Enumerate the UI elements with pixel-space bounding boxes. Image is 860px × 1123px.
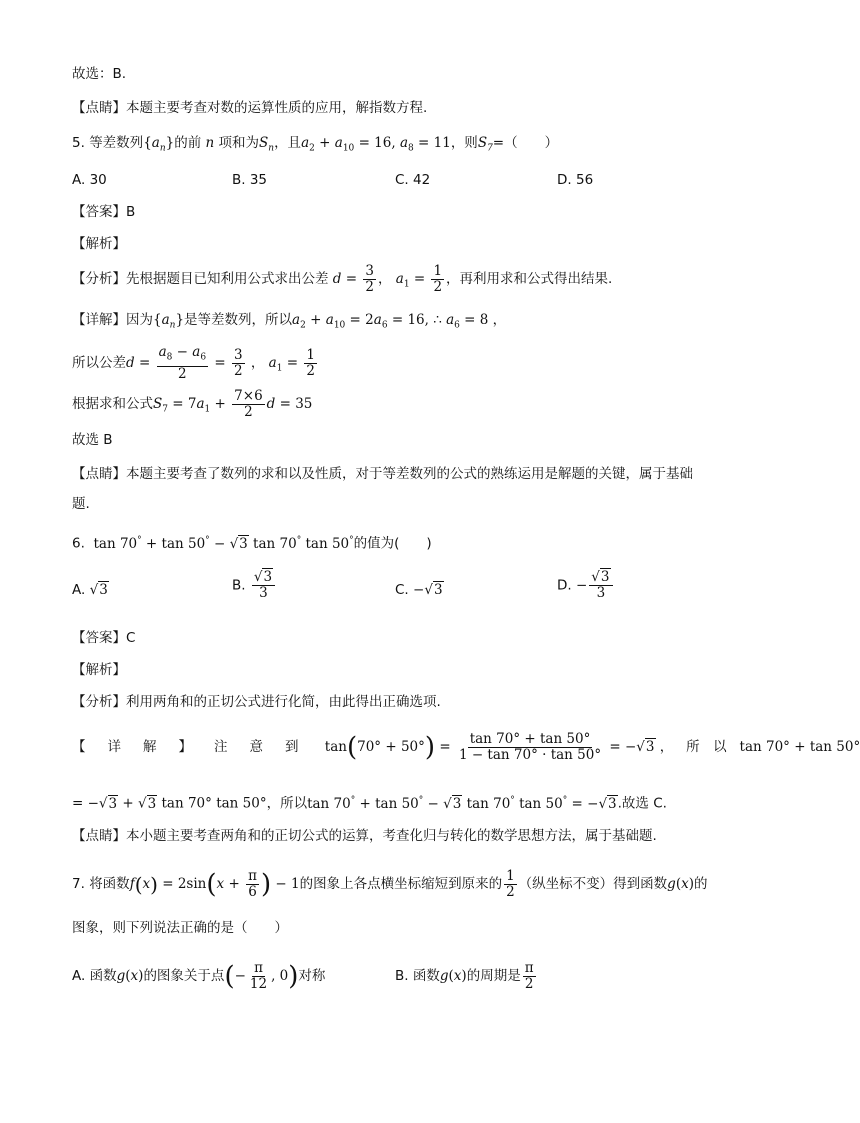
- q5-analysis-tag: 【解析】: [72, 236, 126, 252]
- math: $\{a_n\}$: [143, 135, 175, 154]
- math: $a_2 + a_{10} = 16$, $a_8 = 11$: [301, 135, 451, 154]
- q6-answer: [72, 628, 135, 648]
- answer-value: C: [126, 630, 136, 646]
- q6-detail-2: = −√3 + √3 tan 70° tan 50°，所以tan 70° + tan 50° − √3 tan 70° tan 50° = −√3.故选 C.: [72, 795, 667, 812]
- q5-detail-3: 根据求和公式$S_7 = 7a_1$ + $\frac{7\times 6}{2}$ d = 35: [72, 388, 313, 420]
- question-number: 6.: [72, 535, 85, 552]
- math: tan(70° + 50°) = $\frac{\tan 70^\circ + \tan 50^\circ}{1 - \tan 70^\circ \cdot \tan 50^\circ}$ = −√3: [324, 731, 655, 763]
- q6-fenxi: [72, 692, 441, 712]
- q6-detail-1: 【 详 解 】 注 意 到 tan(70° + 50°) = $\frac{\tan 70^\circ + \tan 50^\circ}{1 - \tan 70^\circ \cdot \tan 50^\circ}$ = −√3 ， 所 以 tan 70° + tan 50°: [72, 731, 860, 763]
- math: n: [201, 135, 219, 151]
- comment-tag: 【点睛】: [72, 100, 126, 116]
- q5-option-a: A. 30: [72, 172, 107, 188]
- q5-option-b: B. 35: [232, 172, 268, 188]
- q7-option-b: B. 函数g(x)的周期是 $\frac{\pi}{2}$: [395, 959, 534, 992]
- math: $S_7 = 7a_1$ + $\frac{7\times 6}{2}$ d = 35: [153, 388, 313, 420]
- q4-answer-line: [72, 64, 126, 84]
- q6-stem: [72, 530, 432, 554]
- comment-text: 本小题主要考查两角和的正切公式的运算，考查化归与转化的数学思想方法，属于基础题.: [126, 828, 657, 844]
- q4-comment: [72, 98, 427, 118]
- q6-option-b: B. $\frac{√3}{3}$: [232, 570, 277, 601]
- answer-value: B: [126, 204, 136, 220]
- stem-text: =（ ）: [492, 135, 559, 151]
- comment-tag: 【点睛】: [72, 466, 126, 482]
- q5-option-c: C. 42: [395, 172, 431, 188]
- fenxi-text: ，再利用求和公式得出结果.: [446, 271, 613, 287]
- math: $a_2 + a_{10} = 2a_6 = 16$, ∴ $a_6 = 8$: [292, 312, 489, 331]
- q5-option-d: D. 56: [557, 172, 594, 188]
- stem-text: ，且: [274, 135, 302, 151]
- answer-tag: 【答案】: [72, 204, 126, 220]
- math: d = $\frac{a_8 - a_6}{2}$ = $\frac{3}{2}$ ， $a_1$ = $\frac{1}{2}$: [126, 344, 315, 382]
- comment-text: 本题主要考查对数的运算性质的应用，解指数方程.: [126, 100, 428, 116]
- q5-comment-2: 题.: [72, 496, 90, 512]
- math: = −√3 + √3 tan 70° tan 50°: [72, 795, 267, 812]
- fenxi-tag: 【分析】: [72, 271, 126, 287]
- q7-stem: 7. 将函数f(x) = 2sin(x + $\frac{\pi}{6}$ ) − 1的图象上各点横坐标缩短到原来的 $\frac{1}{2}$ （纵坐标不变）得到函数g(x)的: [72, 867, 708, 900]
- stem-text: 的值为( ): [353, 535, 432, 552]
- q6-option-a: A. √3: [72, 582, 108, 598]
- math: $\{a_n\}$: [153, 312, 185, 331]
- comment-text: 本题主要考查了数列的求和以及性质，对于等差数列的公式的熟练运用是解题的关键，属于基础: [126, 466, 693, 482]
- q6-option-c: C. −√3: [395, 582, 443, 598]
- answer-tag: 【答案】: [72, 630, 126, 646]
- stem-text: ，则: [450, 135, 478, 151]
- stem-text: 项和为: [218, 135, 260, 151]
- math: $a_1$ = $\frac{1}{2}$: [395, 263, 443, 295]
- q5-conclusion: 故选 B: [72, 432, 113, 448]
- math: d = $\frac{3}{2}$: [332, 263, 374, 295]
- math: $S_7$: [477, 135, 493, 154]
- stem-text: 的前: [174, 135, 202, 151]
- math: f(x) = 2sin(x + $\frac{\pi}{6}$ ) − 1: [129, 868, 300, 900]
- q6-analysis-tag: 【解析】: [72, 662, 126, 678]
- q5-comment-1: [72, 464, 693, 484]
- q5-answer: [72, 202, 135, 222]
- detail-tag: 【详解】: [72, 312, 126, 328]
- q5-detail-1: 【详解】因为$\{a_n\}$是等差数列，所以$a_2 + a_{10} = 2a_6 = 16$, ∴ $a_6 = 8$ ，: [72, 312, 507, 331]
- fenxi-text: 先根据题目已知利用公式求出公差: [126, 271, 329, 287]
- q5-fenxi: 【分析】先根据题目已知利用公式求出公差 d = $\frac{3}{2}$ ， $a_1$ = $\frac{1}{2}$ ，再利用求和公式得出结果.: [72, 263, 613, 295]
- question-number: 7.: [72, 876, 85, 892]
- math: $S_n$: [259, 135, 275, 154]
- math: tan 70° + tan 50° − √3 tan 70° tan 50° = −√3: [307, 795, 617, 812]
- math: g(x): [667, 876, 695, 892]
- q5-detail-2: 所以公差d = $\frac{a_8 - a_6}{2}$ = $\frac{3}{2}$ ， $a_1$ = $\frac{1}{2}$: [72, 345, 319, 386]
- comment-tag: 【点睛】: [72, 828, 126, 844]
- q7-option-a: A. 函数g(x)的图象关于点(− $\frac{\pi}{12}$ , 0)对称: [72, 960, 326, 992]
- fenxi-tag: 【分析】: [72, 694, 126, 710]
- question-number: 5.: [72, 135, 85, 151]
- math: tan 70° + tan 50° − √3 tan 70° tan 50°: [89, 535, 354, 552]
- answer-text: 故选：B.: [72, 66, 127, 82]
- q5-stem: [72, 133, 558, 159]
- fenxi-text: 利用两角和的正切公式进行化简，由此得出正确选项.: [126, 694, 441, 710]
- q6-option-d: D. − $\frac{√3}{3}$: [557, 570, 615, 601]
- stem-text: 等差数列: [89, 135, 144, 151]
- q6-comment: [72, 826, 657, 846]
- q7-stem-line2: 图象，则下列说法正确的是（ ）: [72, 920, 288, 936]
